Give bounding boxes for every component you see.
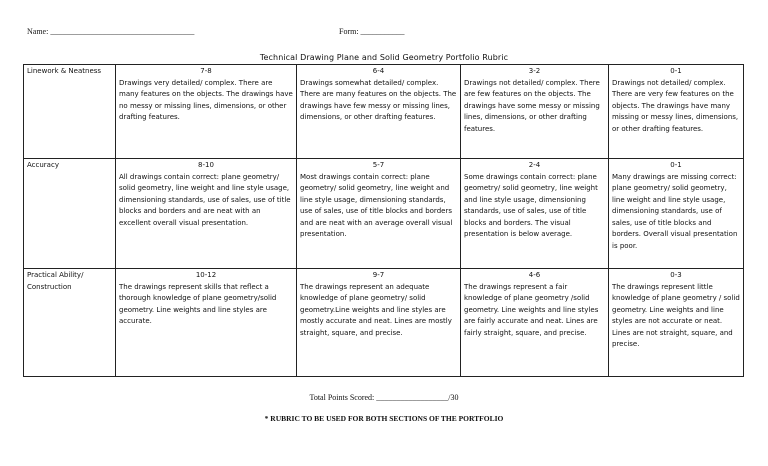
footer-note: * RUBRIC TO BE USED FOR BOTH SECTIONS OF THE PORTFOLIO	[264, 414, 504, 423]
rubric-cell	[609, 65, 744, 159]
rubric-cell	[297, 159, 461, 269]
cell-description: Drawings not detailed/ complex. There are few features on the objects. The drawings have some messy or missing lines, dimensions, or other drafting features.	[464, 78, 600, 133]
cell-description: The drawings represent a fair knowledge of plane geometry /solid geometry. Line weights and line styles are fairly accurate and neat. Lines are fairly straight, square, and precise.	[464, 282, 599, 337]
points-range: 9-7	[372, 271, 385, 279]
cell-description: The drawings represent little knowledge of plane geometry / solid geometry. Line weights and line styles are not accurate or neat. Lines are not straight, square, and precise.	[612, 282, 740, 348]
points-range: 0-1	[670, 161, 682, 169]
rubric-table	[23, 64, 744, 377]
points-range: 4-6	[528, 271, 541, 279]
rubric-cell	[609, 269, 744, 377]
points-range: 2-4	[528, 161, 541, 169]
name-field-label: Name: ____________________________________	[27, 27, 195, 36]
criterion-cell: Accuracy	[24, 159, 116, 269]
cell-description: Many drawings are missing correct: plane geometry/ solid geometry, line weight and line style usage, dimensioning standards, use of sales, use of title blocks and borders. Overall visual presentation is poor.	[612, 172, 738, 250]
points-range: 7-8	[200, 67, 212, 75]
cell-description: The drawings represent an adequate knowledge of plane geometry/ solid geometry.Line weights and line styles are mostly accurate and neat. Lines are mostly straight, square, and precise.	[300, 282, 452, 337]
rubric-cell	[461, 269, 609, 377]
cell-description: Drawings not detailed/ complex. There are very few features on the objects. The drawings have many missing or messy lines, dimensions, or other drafting features.	[612, 78, 739, 133]
cell-description: Most drawings contain correct: plane geometry/ solid geometry, line weight and line style usage, dimensioning standards, use of sales, use of title blocks and borders and are neat with an average overall visual presentation.	[300, 172, 453, 238]
cell-description: The drawings represent skills that reflect a thorough knowledge of plane geometry/solid geometry. Line weights and line styles are accurate.	[119, 282, 277, 325]
rubric-cell	[116, 159, 297, 269]
total-points-line: Total Points Scored: __________________/30	[309, 393, 459, 402]
points-range: 6-4	[372, 67, 385, 75]
rubric-cell	[609, 159, 744, 269]
criterion-cell: Practical Ability/ Construction	[24, 269, 116, 377]
table-row-practical-ability	[24, 269, 744, 377]
points-range: 5-7	[372, 161, 385, 169]
rubric-cell	[297, 269, 461, 377]
form-field-label: Form: ___________	[339, 27, 405, 36]
cell-description: Drawings somewhat detailed/ complex. There are many features on the objects. The drawings have few messy or missing lines, dimensions, or other drafting features.	[300, 78, 457, 121]
rubric-cell	[461, 159, 609, 269]
cell-description: All drawings contain correct: plane geometry/ solid geometry, line weight and line style usage, dimensioning standards, use of sales, use of title blocks and borders and are neat with an excellent overall visual presentation.	[119, 172, 291, 227]
rubric-cell	[116, 269, 297, 377]
rubric-cell	[116, 65, 297, 159]
cell-description: Drawings very detailed/ complex. There are many features on the objects. The drawings have no messy or missing lines, dimensions, or other drafting features.	[119, 78, 293, 121]
table-row-linework	[24, 65, 744, 159]
criterion-cell: Linework & Neatness	[24, 65, 116, 159]
rubric-cell	[461, 65, 609, 159]
points-range: 3-2	[528, 67, 541, 75]
rubric-cell	[297, 65, 461, 159]
rubric-title: Technical Drawing Plane and Solid Geometry Portfolio Rubric	[259, 53, 509, 62]
points-range: 10-12	[195, 271, 217, 279]
cell-description: Some drawings contain correct: plane geometry/ solid geometry, line weight and line style usage, dimensioning standards, use of sales, use of title blocks and borders. The visual presentation is below average.	[464, 172, 598, 238]
points-range: 8-10	[198, 161, 214, 169]
table-row-accuracy	[24, 159, 744, 269]
points-range: 0-1	[670, 67, 682, 75]
points-range: 0-3	[670, 271, 682, 279]
